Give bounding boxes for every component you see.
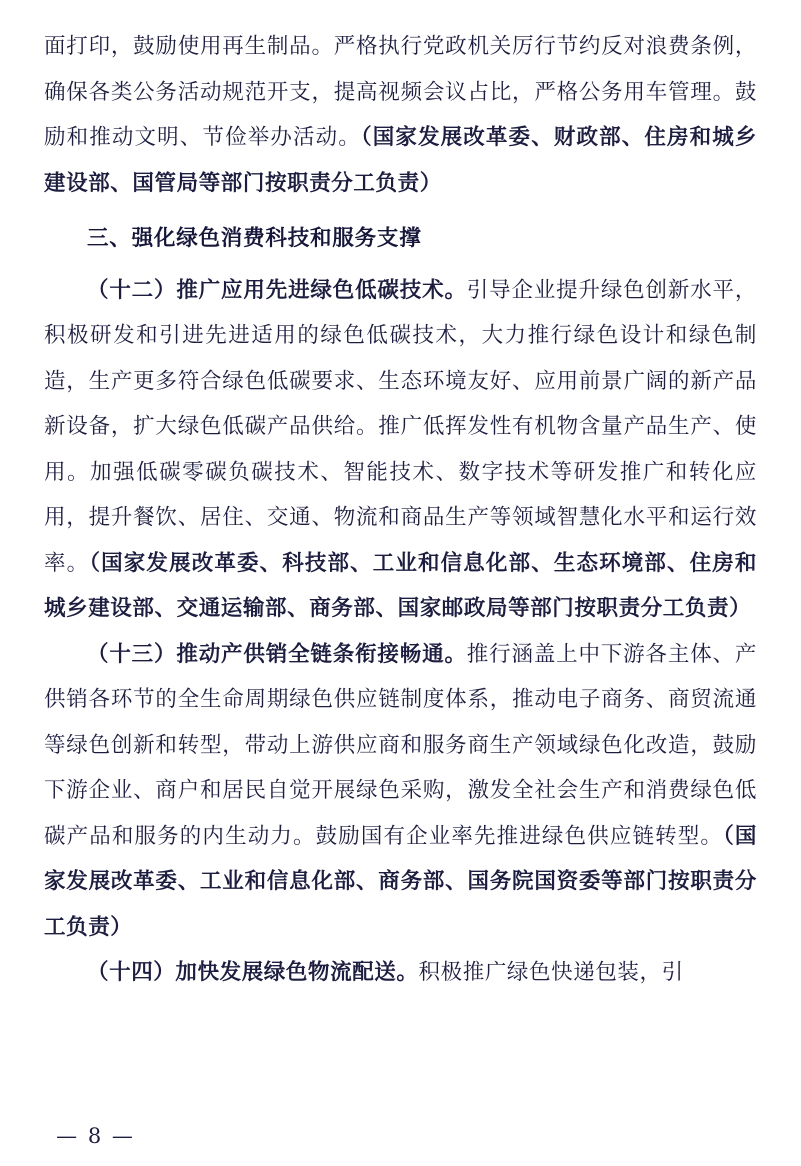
paragraph-item-twelve-lead: （十二）推广应用先进绿色低碳技术。 (87, 277, 467, 303)
page-number-value: — 8 — (56, 1124, 135, 1148)
section-heading-three: 三、强化绿色消费科技和服务支撑 (87, 226, 422, 251)
paragraph-continued (44, 24, 757, 206)
paragraph-item-thirteen (44, 632, 757, 951)
paragraph-item-fourteen-text: 积极推广绿色快递包装，引 (418, 960, 684, 985)
paragraph-item-thirteen-text: 推行涵盖上中下游各主体、产供销各环节的全生命周期绿色供应链制度体系，推动电子商务、商贸流通等绿色创新和转型，带动上游供应商和服务商生产领域绿色化改造，鼓励下游企业、商户和居民自觉开展绿色采购，激发全社会生产和消费绿色低碳产品和服务的内生动力。鼓励国有企业率先推进绿色供应链转型。 (44, 641, 757, 849)
paragraph-item-twelve (44, 268, 757, 632)
paragraph-item-twelve-responsible-agencies: （国家发展改革委、科技部、工业和信息化部、生态环境部、住房和城乡建设部、交通运输部、商务部、国家邮政局等部门按职责分工负责） (44, 550, 757, 621)
paragraph-continued-text: 面打印，鼓励使用再生制品。严格执行党政机关厉行节约反对浪费条例，确保各类公务活动规范开支，提高视频会议占比，严格公务用车管理。鼓励和推动文明、节俭举办活动。 (44, 34, 757, 150)
page-number (0, 1124, 801, 1148)
paragraph-item-fourteen (44, 950, 757, 996)
document-body (44, 24, 757, 996)
paragraph-item-thirteen-responsible-agencies: （国家发展改革委、工业和信息化部、商务部、国务院国资委等部门按职责分工负责） (44, 823, 757, 940)
paragraph-item-twelve-text: 引导企业提升绿色创新水平，积极研发和引进先进适用的绿色低碳技术，大力推行绿色设计和绿色制造，生产更多符合绿色低碳要求、生态环境友好、应用前景广阔的新产品新设备，扩大绿色低碳产品供给。推广低挥发性有机物含量产品生产、使用。加强低碳零碳负碳技术、智能技术、数字技术等研发推广和转化应用，提升餐饮、居住、交通、物流和商品生产等领域智慧化水平和运行效率。 (44, 277, 757, 576)
paragraph-item-thirteen-lead: （十三）推动产供销全链条衔接畅通。 (87, 641, 467, 667)
paragraph-item-fourteen-lead: （十四）加快发展绿色物流配送。 (87, 960, 419, 985)
paragraph-continued-responsible-agencies: （国家发展改革委、财政部、住房和城乡建设部、国管局等部门按职责分工负责） (44, 125, 757, 196)
